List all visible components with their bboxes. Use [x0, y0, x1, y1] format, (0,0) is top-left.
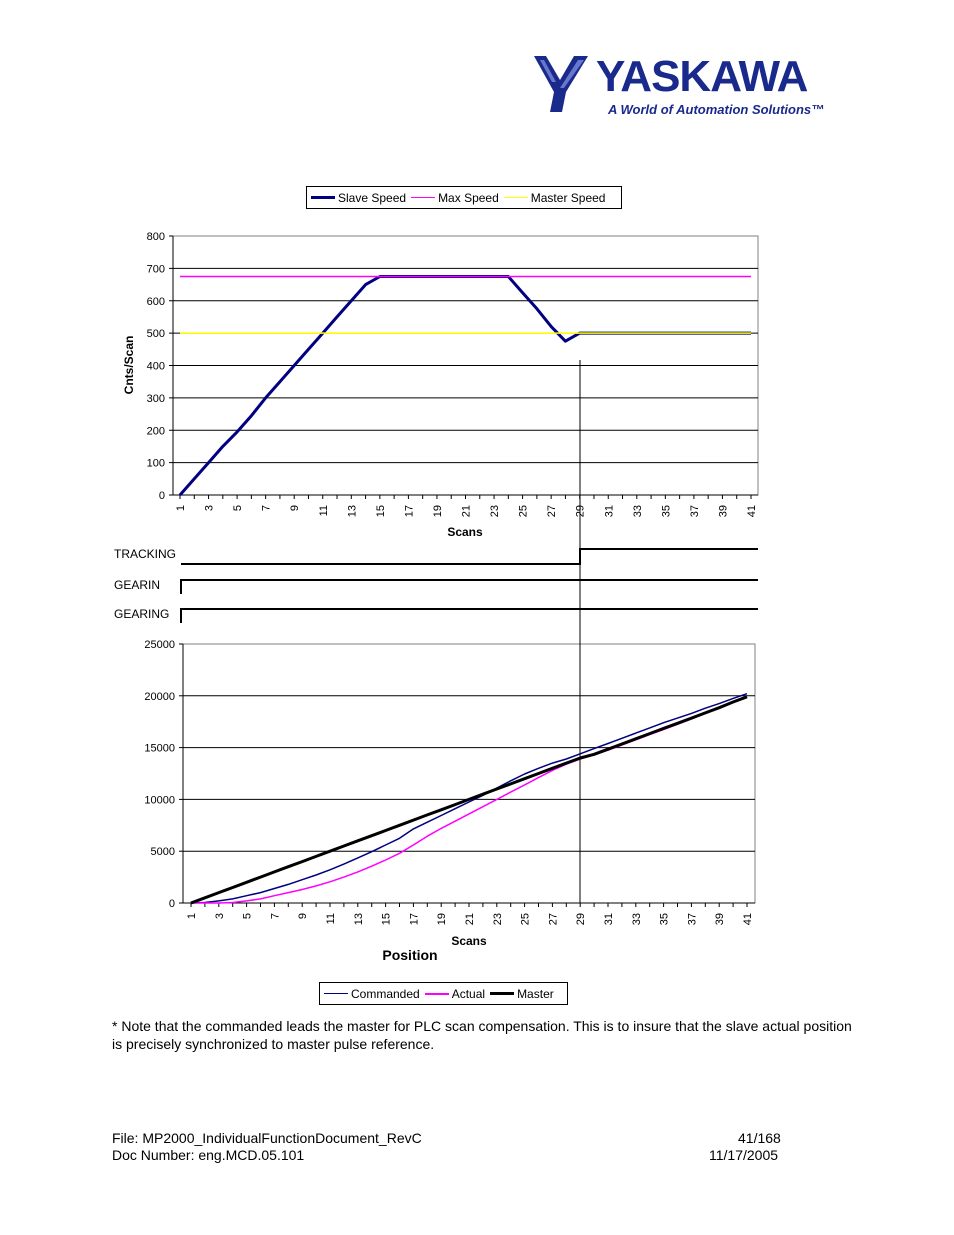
y-tick-label: 5000 [150, 846, 175, 859]
y-tick-label: 200 [146, 425, 165, 438]
x-tick-label: 39 [717, 505, 730, 518]
signal-trace-tracking [181, 549, 758, 564]
y-tick-label: 15000 [144, 742, 175, 755]
x-tick-label: 15 [380, 913, 393, 926]
x-tick-label: 29 [575, 913, 588, 926]
x-tick-label: 19 [431, 505, 444, 518]
plot-area [183, 644, 755, 903]
logo-tagline: A World of Automation Solutions™ [608, 102, 825, 117]
x-tick-label: 5 [232, 505, 245, 512]
x-tick-label: 19 [436, 913, 449, 926]
note-text: * Note that the commanded leads the master for PLC scan compensation. This is to insure that the slave actual position is precisely synchronized to master pulse reference. [112, 1018, 852, 1052]
legend-label: Commanded [351, 986, 420, 1001]
logo-brand: YASKAWA [596, 52, 808, 101]
x-tick-label: 9 [289, 505, 302, 512]
x-axis-label: Scans [447, 525, 483, 539]
y-tick-label: 700 [146, 263, 165, 276]
x-tick-label: 1 [175, 505, 187, 512]
footer-file: File: MP2000_IndividualFunctionDocument_RevC [112, 1130, 422, 1146]
x-tick-label: 41 [742, 913, 754, 926]
x-tick-label: 5 [241, 913, 254, 920]
x-tick-label: 11 [325, 913, 337, 925]
x-tick-label: 17 [408, 913, 421, 926]
x-tick-label: 23 [491, 913, 504, 926]
y-tick-label: 800 [146, 231, 165, 243]
x-tick-label: 11 [317, 505, 330, 517]
chart-title: Position [382, 947, 438, 963]
x-tick-label: 25 [519, 913, 532, 926]
x-tick-label: 27 [547, 913, 560, 926]
x-tick-label: 35 [658, 913, 671, 926]
x-tick-label: 27 [546, 505, 559, 518]
x-tick-label: 7 [269, 913, 282, 920]
x-tick-label: 41 [746, 505, 758, 518]
y-tick-label: 10000 [144, 794, 175, 807]
x-tick-label: 23 [489, 505, 502, 518]
x-tick-label: 9 [297, 913, 310, 920]
legend-label: Actual [451, 986, 486, 1001]
x-tick-label: 15 [374, 505, 387, 518]
x-tick-label: 3 [213, 913, 226, 920]
x-tick-label: 13 [352, 913, 365, 926]
x-tick-label: 3 [203, 505, 216, 512]
x-tick-label: 39 [714, 913, 727, 926]
x-axis-label: Scans [451, 934, 487, 948]
y-tick-label: 100 [146, 457, 165, 470]
legend-label: Master [517, 986, 554, 1001]
signal-label-tracking: TRACKING [114, 547, 177, 561]
x-tick-label: 33 [631, 505, 644, 518]
footer-doc-number: Doc Number: eng.MCD.05.101 [112, 1147, 305, 1163]
x-tick-label: 13 [346, 505, 359, 518]
footer-page: 41/168 [738, 1130, 781, 1146]
x-tick-label: 25 [517, 505, 530, 518]
signal-trace-gearing [181, 609, 758, 623]
x-tick-label: 17 [403, 505, 416, 518]
x-tick-label: 29 [574, 505, 587, 518]
x-tick-label: 1 [186, 913, 198, 920]
y-tick-label: 600 [146, 295, 165, 308]
y-tick-label: 300 [146, 392, 165, 405]
y-tick-label: 0 [158, 490, 165, 502]
signal-label-gearing: GEARING [114, 607, 170, 621]
x-tick-label: 31 [603, 505, 616, 518]
y-tick-label: 400 [146, 360, 165, 373]
footer-date: 11/17/2005 [709, 1147, 779, 1163]
x-tick-label: 21 [464, 913, 476, 926]
y-tick-label: 0 [168, 898, 175, 910]
x-tick-label: 37 [686, 913, 699, 926]
legend-label: Slave Speed [338, 190, 407, 205]
legend-label: Master Speed [530, 190, 606, 205]
x-tick-label: 35 [660, 505, 673, 518]
x-tick-label: 21 [460, 505, 473, 518]
x-tick-label: 33 [630, 913, 643, 926]
signal-trace-gearin [181, 580, 758, 594]
y-tick-label: 20000 [144, 690, 175, 703]
y-tick-label: 25000 [144, 639, 175, 651]
y-tick-label: 500 [146, 328, 165, 341]
legend-label: Max Speed [438, 190, 499, 205]
x-tick-label: 31 [603, 913, 615, 926]
y-axis-label: Cnts/Scan [122, 335, 136, 395]
x-tick-label: 37 [688, 505, 701, 518]
signal-label-gearin: GEARIN [114, 578, 161, 592]
x-tick-label: 7 [260, 505, 273, 512]
